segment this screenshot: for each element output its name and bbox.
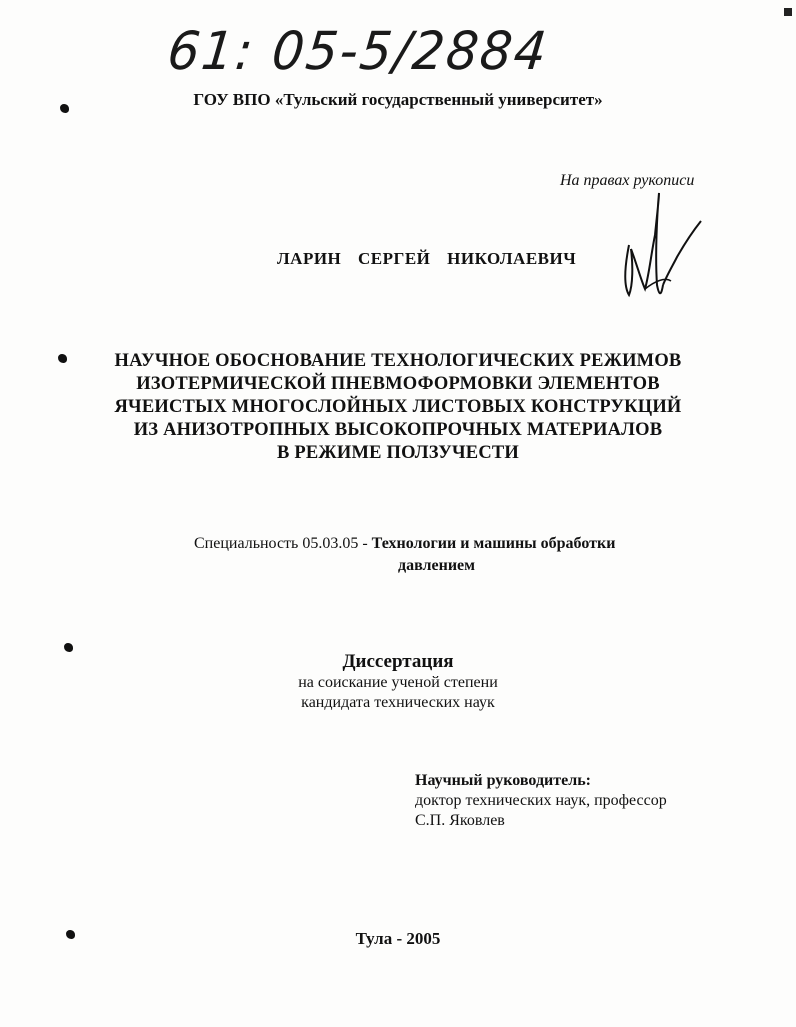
city-year: Тула - 2005 [355,929,441,948]
title-line: В РЕЖИМЕ ПОЛЗУЧЕСТИ [276,443,520,463]
supervisor-degree: доктор технических наук, профессор [415,792,667,809]
supervisor-heading: Научный руководитель: [415,772,591,789]
supervisor-name: С.П. Яковлев [415,812,505,829]
author-name: ЛАРИН СЕРГЕЙ НИКОЛАЕВИЧ [277,249,577,268]
corner-mark [784,8,792,16]
title-line: НАУЧНОЕ ОБОСНОВАНИЕ ТЕХНОЛОГИЧЕСКИХ РЕЖИМОВ [114,351,682,371]
dissertation-title [0,350,796,465]
archive-number: 61: 05-5/2884 [164,20,552,82]
manuscript-note: На правах рукописи [560,172,695,189]
signature [615,185,705,325]
specialty-label: Специальность 05.03.05 - [194,535,368,552]
dissertation-heading: Диссертация [342,651,454,672]
degree-line: кандидата технических наук [301,694,495,711]
dissertation-block [0,651,796,713]
supervisor-block [415,771,667,831]
university-name: ГОУ ВПО «Тульский государственный университет» [193,90,603,109]
specialty-name: Технологии и машины обработки [371,535,616,552]
title-line: ЯЧЕИСТЫХ МНОГОСЛОЙНЫХ ЛИСТОВЫХ КОНСТРУКЦИЙ [114,397,682,417]
specialty-block [194,533,615,577]
specialty-name-cont: давлением [398,557,476,574]
title-line: ИЗОТЕРМИЧЕСКОЙ ПНЕВМОФОРМОВКИ ЭЛЕМЕНТОВ [136,374,660,394]
title-line: ИЗ АНИЗОТРОПНЫХ ВЫСОКОПРОЧНЫХ МАТЕРИАЛОВ [133,420,663,440]
degree-line: на соискание ученой степени [298,674,498,691]
